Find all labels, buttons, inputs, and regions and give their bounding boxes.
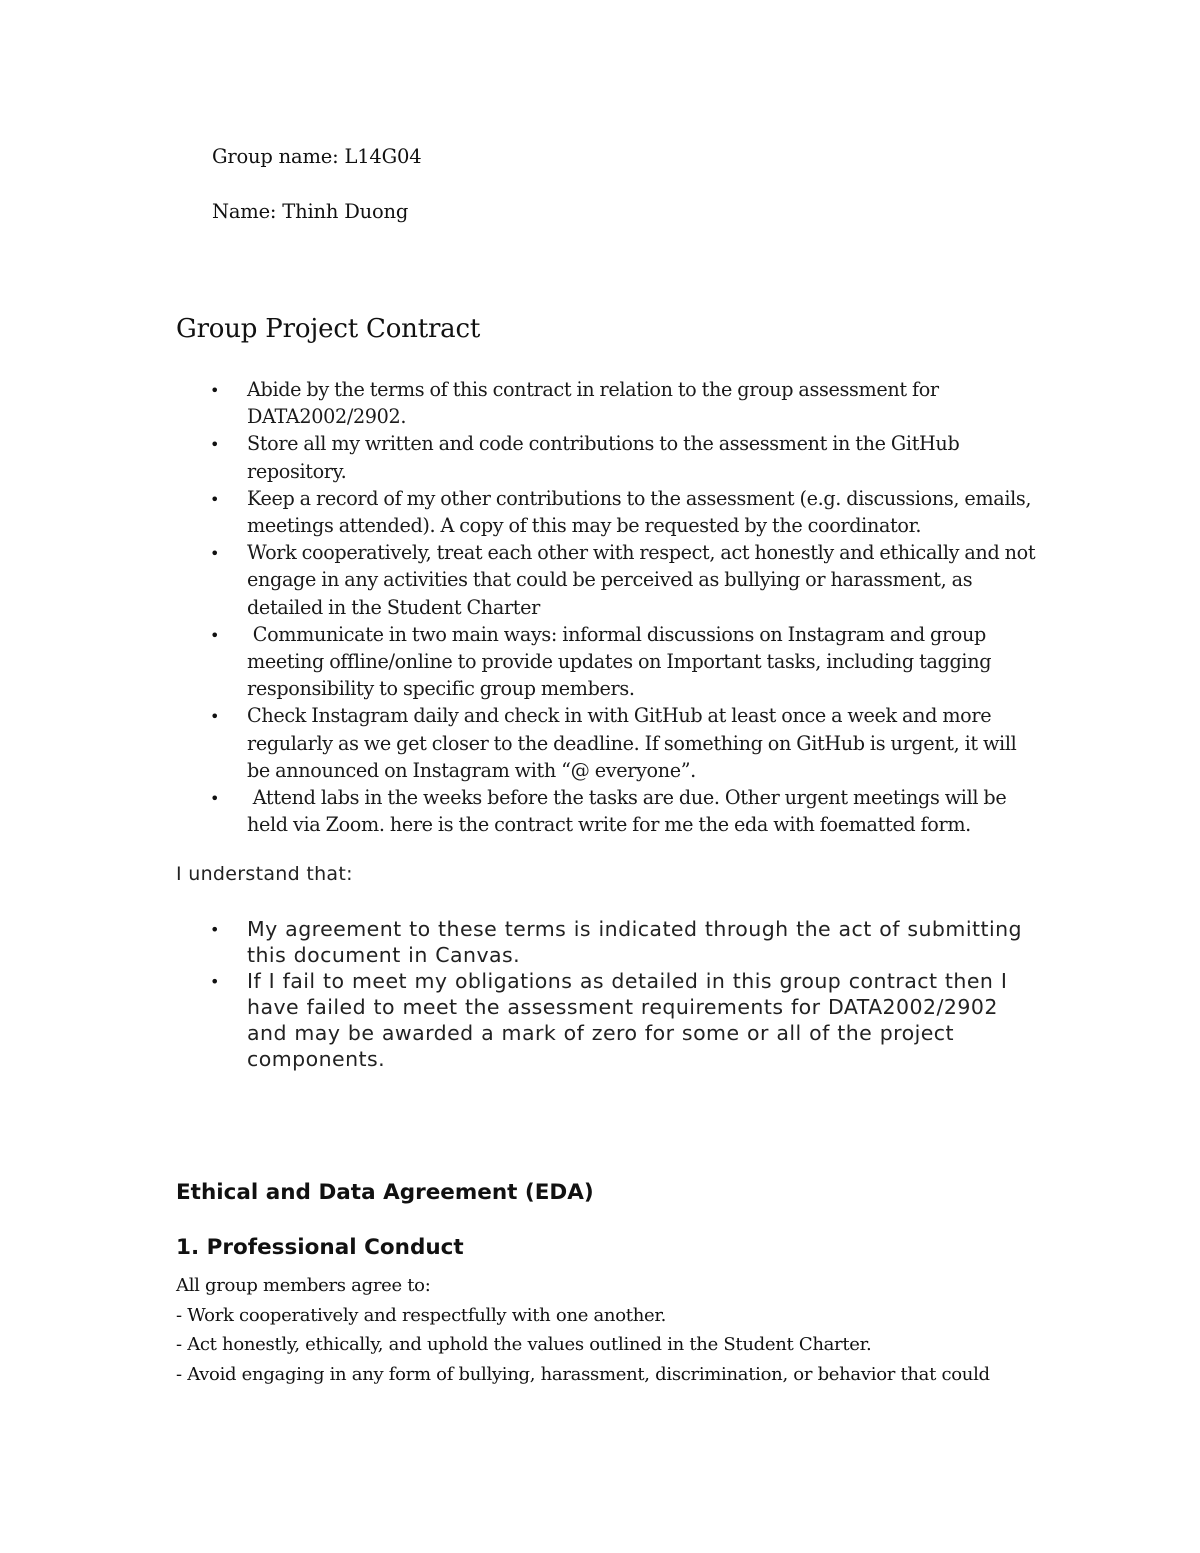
term-text: Communicate in two main ways: informal discussions on Instagram and group meeting offline/online to provide updates on Important tasks, including tagging responsibility to specific group members. <box>247 622 997 701</box>
term-text: Check Instagram daily and check in with GitHub at least once a week and more regularly as we get closer to the deadline. If something on GitHub is urgent, it will be announced on Instagram with “@ everyone”. <box>247 704 1017 782</box>
term-text: Work cooperatively, treat each other with respect, act honestly and ethically and not engage in any activities that could be perceived as bullying or harassment, as detailed in the Student Charter <box>247 541 1036 619</box>
bullet-icon: • <box>210 489 220 509</box>
contract-terms-list <box>177 376 1037 838</box>
bullet-icon: • <box>210 920 220 939</box>
eda-title: Ethical and Data Agreement (EDA) <box>176 1180 594 1205</box>
understanding-list <box>177 916 1037 1073</box>
list-item <box>177 376 1037 430</box>
list-item <box>177 430 1037 484</box>
list-item <box>177 485 1037 539</box>
bullet-icon: • <box>210 972 220 992</box>
understanding-heading: I understand that: <box>176 863 353 885</box>
member-name-line: Name: Thinh Duong <box>212 200 409 223</box>
professional-conduct-body <box>176 1271 1076 1389</box>
bullet-icon: • <box>210 435 220 455</box>
bullet-icon: • <box>210 381 220 400</box>
term-text: Keep a record of my other contributions to the assessment (e.g. discussions, emails, meetings attended). A copy of this may be requested by the coordinator. <box>247 486 1032 538</box>
agreement-intro: All group members agree to: <box>176 1275 431 1296</box>
bullet-icon: • <box>210 789 220 809</box>
list-item <box>177 916 1037 968</box>
list-item <box>177 702 1037 784</box>
contract-title: Group Project Contract <box>176 314 481 344</box>
list-item <box>177 539 1037 621</box>
understanding-text: My agreement to these terms is indicated through the act of submitting this document in Canvas. <box>247 917 1022 968</box>
list-item <box>177 621 1037 703</box>
understanding-text: If I fail to meet my obligations as detailed in this group contract then I have failed to meet the assessment requirements for DATA2002/2902 and may be awarded a mark of zero for some or all of the project components. <box>247 969 1008 1072</box>
term-text: Attend labs in the weeks before the tasks are due. Other urgent meetings will be held via Zoom. here is the contract write for me the eda with foematted form. <box>247 786 1012 837</box>
bullet-icon: • <box>210 625 220 645</box>
agreement-point: - Act honestly, ethically, and uphold the values outlined in the Student Charter. <box>176 1334 872 1356</box>
group-name-line: Group name: L14G04 <box>212 145 422 168</box>
section-professional-conduct-title: 1. Professional Conduct <box>176 1235 464 1260</box>
agreement-point: - Work cooperatively and respectfully with one another. <box>176 1304 667 1326</box>
term-text: Store all my written and code contributions to the assessment in the GitHub repository. <box>247 432 960 483</box>
bullet-icon: • <box>210 707 220 727</box>
list-item <box>177 784 1037 838</box>
agreement-point: - Avoid engaging in any form of bullying, harassment, discrimination, or behavior that could <box>176 1363 990 1385</box>
list-item <box>177 968 1037 1072</box>
bullet-icon: • <box>210 544 220 564</box>
term-text: Abide by the terms of this contract in relation to the group assessment for DATA2002/2902. <box>247 378 939 429</box>
